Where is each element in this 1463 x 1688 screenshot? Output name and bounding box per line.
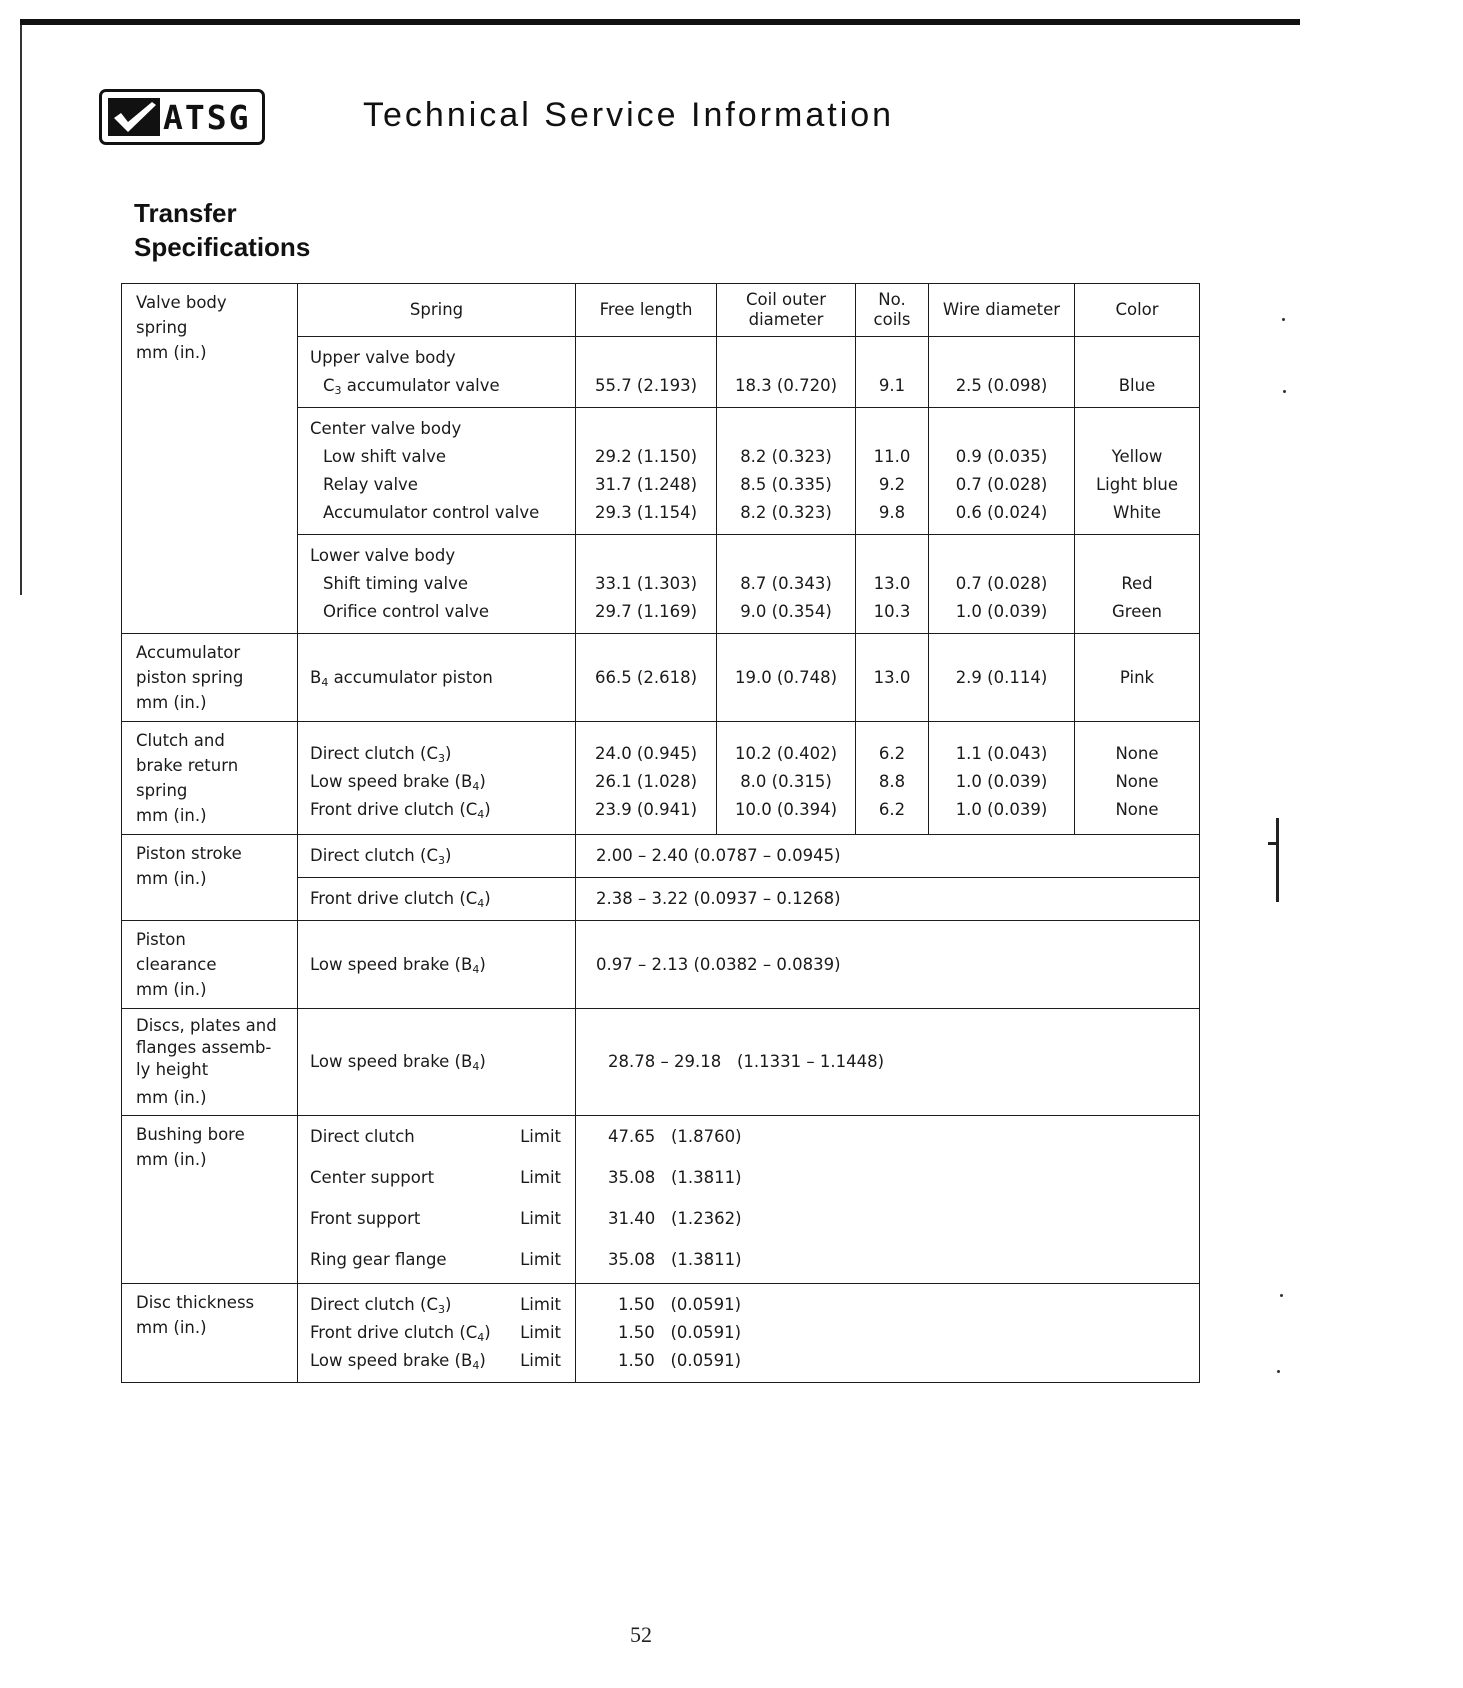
limit-label: Limit xyxy=(520,1323,561,1342)
checkmark-icon xyxy=(108,98,160,136)
table-row xyxy=(122,1284,1200,1383)
document-title: Technical Service Information xyxy=(363,96,895,134)
name-text: Low speed brake (B xyxy=(310,1351,473,1370)
spring-name: Low shift valve xyxy=(323,447,446,466)
spring-name xyxy=(310,842,565,870)
color-cell xyxy=(1075,408,1200,535)
wire-value: 1.0 (0.039) xyxy=(955,800,1048,819)
free-length-cell xyxy=(576,634,717,722)
wire-value: 1.1 (0.043) xyxy=(955,744,1048,763)
free-length-cell xyxy=(576,535,717,634)
spring-cell xyxy=(298,1284,576,1383)
free-length-value: 31.7 (1.248) xyxy=(594,475,698,494)
subscript: 4 xyxy=(472,1060,480,1073)
part-name: Center support xyxy=(310,1168,435,1187)
header-wire-diameter: Wire diameter xyxy=(929,284,1075,337)
category-label-line: mm (in.) xyxy=(136,1150,207,1169)
scan-mark xyxy=(1268,842,1278,845)
scan-speck xyxy=(1280,1294,1283,1297)
coils-cell xyxy=(856,722,929,835)
wire-cell xyxy=(929,634,1075,722)
category-clutch-return xyxy=(122,722,298,835)
subscript: 3 xyxy=(334,384,342,397)
spring-name xyxy=(310,951,565,979)
coils-cell xyxy=(856,408,929,535)
spring-cell xyxy=(298,1116,576,1284)
subscript: 3 xyxy=(437,1303,445,1316)
color-value: Red xyxy=(1121,574,1153,593)
wire-cell xyxy=(929,408,1075,535)
free-length-value: 29.7 (1.169) xyxy=(594,602,698,621)
scan-speck xyxy=(1277,1370,1280,1373)
category-label-line: brake return xyxy=(136,756,239,775)
scan-speck xyxy=(1282,318,1285,321)
header-spring: Spring xyxy=(298,284,576,337)
coils-cell xyxy=(856,535,929,634)
wire-value: 0.6 (0.024) xyxy=(955,503,1048,522)
category-label-line: mm (in.) xyxy=(136,1318,207,1337)
coils-cell xyxy=(856,337,929,408)
range-value: 2.00 – 2.40 (0.0787 – 0.0945) xyxy=(596,846,841,865)
color-value: None xyxy=(1115,744,1159,763)
spring-cell xyxy=(298,337,576,408)
name-text: B xyxy=(310,667,322,687)
category-piston-clearance xyxy=(122,921,298,1009)
name-text: ) xyxy=(444,846,452,865)
header-color: Color xyxy=(1075,284,1200,337)
category-label-line: piston spring xyxy=(136,668,244,687)
coil-value: 8.2 (0.323) xyxy=(740,503,832,522)
category-valve-body xyxy=(122,284,298,634)
table-row xyxy=(122,921,1200,1009)
name-text: Front drive clutch (C xyxy=(310,800,478,819)
spring-name xyxy=(310,796,565,824)
header-coil-outer-diameter xyxy=(717,284,856,337)
category-label-line: mm (in.) xyxy=(136,343,207,362)
limit-value: 31.40 (1.2362) xyxy=(608,1209,742,1228)
part-name: Ring gear flange xyxy=(310,1250,447,1269)
color-value: Blue xyxy=(1118,376,1156,395)
limit-value: 1.50 (0.0591) xyxy=(618,1351,742,1370)
spring-name xyxy=(310,740,565,768)
value-cell xyxy=(576,835,1200,878)
spring-name xyxy=(310,1048,565,1076)
limit-label: Limit xyxy=(520,1250,561,1269)
spring-cell xyxy=(298,535,576,634)
color-cell xyxy=(1075,722,1200,835)
name-text: ) xyxy=(444,1295,452,1314)
spring-name xyxy=(310,885,565,913)
value-cell xyxy=(576,1284,1200,1383)
spring-cell xyxy=(298,921,576,1009)
category-label-line: mm (in.) xyxy=(136,869,207,888)
name-text: ) xyxy=(484,1323,491,1342)
coils-value: 9.8 xyxy=(878,503,906,522)
free-length-value: 55.7 (2.193) xyxy=(594,376,698,395)
coil-cell xyxy=(717,634,856,722)
coils-value: 8.8 xyxy=(878,772,906,791)
value-cell xyxy=(576,1116,1200,1284)
spring-name: Shift timing valve xyxy=(323,574,469,593)
table-row xyxy=(122,722,1200,835)
scan-mark xyxy=(1276,818,1279,902)
coils-value: 11.0 xyxy=(873,447,911,466)
wire-cell xyxy=(929,722,1075,835)
category-label-line: mm (in.) xyxy=(136,806,207,825)
coil-value: 9.0 (0.354) xyxy=(740,602,832,621)
spring-name: Orifice control valve xyxy=(323,602,490,621)
table-row xyxy=(122,1116,1200,1284)
part-name: Front support xyxy=(310,1209,421,1228)
category-label-line: spring xyxy=(136,781,188,800)
coil-value: 8.7 (0.343) xyxy=(740,574,832,593)
subscript: 4 xyxy=(472,1359,480,1372)
limit-label: Limit xyxy=(520,1127,561,1146)
subscript: 4 xyxy=(477,1331,485,1344)
coils-value: 9.2 xyxy=(878,475,906,494)
category-bushing-bore xyxy=(122,1116,298,1284)
category-label-line: Piston xyxy=(136,930,186,949)
header-free-length: Free length xyxy=(576,284,717,337)
subscript: 4 xyxy=(477,808,485,821)
free-length-value: 33.1 (1.303) xyxy=(594,574,698,593)
free-length-cell xyxy=(576,722,717,835)
color-value: None xyxy=(1115,800,1159,819)
table-row xyxy=(122,1009,1200,1116)
limit-value: 47.65 (1.8760) xyxy=(608,1127,742,1146)
range-value: 2.38 – 3.22 (0.0937 – 0.1268) xyxy=(596,889,841,908)
limit-value: 35.08 (1.3811) xyxy=(608,1168,742,1187)
limit-value: 1.50 (0.0591) xyxy=(618,1323,742,1342)
name-text: accumulator valve xyxy=(341,376,500,395)
bushing-row xyxy=(310,1246,565,1276)
category-label-line: flanges assemb- xyxy=(136,1038,272,1057)
wire-cell xyxy=(929,337,1075,408)
name-text: Front drive clutch (C xyxy=(310,1323,478,1342)
category-piston-stroke xyxy=(122,835,298,921)
category-label-line: Clutch and xyxy=(136,731,225,750)
group-title: Lower valve body xyxy=(310,546,456,565)
category-accumulator xyxy=(122,634,298,722)
category-label-line: clearance xyxy=(136,955,217,974)
wire-cell xyxy=(929,535,1075,634)
name-text: C xyxy=(323,376,335,395)
category-label-line: mm (in.) xyxy=(136,1088,207,1107)
limit-value: 35.08 (1.3811) xyxy=(608,1250,742,1269)
disc-row xyxy=(310,1319,565,1347)
header-no-coils-line2: coils xyxy=(873,310,911,329)
group-title: Upper valve body xyxy=(310,348,456,367)
spring-name xyxy=(310,372,565,400)
bushing-row xyxy=(310,1205,565,1246)
subscript: 4 xyxy=(321,675,329,689)
header-no-coils xyxy=(856,284,929,337)
category-label-line: Piston stroke xyxy=(136,844,242,863)
color-value: Green xyxy=(1112,602,1162,621)
category-disc-thickness xyxy=(122,1284,298,1383)
table-row xyxy=(122,634,1200,722)
category-label-line: mm (in.) xyxy=(136,980,207,999)
color-value: Pink xyxy=(1119,667,1155,687)
coils-value: 6.2 xyxy=(878,800,906,819)
coils-value: 10.3 xyxy=(873,602,911,621)
subscript: 4 xyxy=(472,780,480,793)
range-value: 28.78 – 29.18 (1.1331 – 1.1448) xyxy=(608,1052,885,1071)
color-value: White xyxy=(1113,503,1161,522)
coil-value: 8.0 (0.315) xyxy=(740,772,832,791)
spring-cell xyxy=(298,408,576,535)
table-header-row xyxy=(122,284,1200,337)
category-discs-height xyxy=(122,1009,298,1116)
coil-cell xyxy=(717,337,856,408)
coil-value: 8.2 (0.323) xyxy=(740,447,832,466)
bushing-row xyxy=(310,1164,565,1205)
name-text: Direct clutch (C xyxy=(310,1295,438,1314)
wire-value: 0.7 (0.028) xyxy=(955,574,1048,593)
coils-value: 6.2 xyxy=(878,744,906,763)
coil-value: 8.5 (0.335) xyxy=(740,475,832,494)
color-value: Light blue xyxy=(1095,475,1179,494)
color-value: None xyxy=(1115,772,1159,791)
wire-value: 1.0 (0.039) xyxy=(955,602,1048,621)
free-length-cell xyxy=(576,408,717,535)
value-cell xyxy=(576,1009,1200,1116)
free-length-value: 29.3 (1.154) xyxy=(594,503,698,522)
free-length-value: 66.5 (2.618) xyxy=(594,667,698,687)
table-row xyxy=(122,835,1200,878)
name-text: ) xyxy=(479,954,486,974)
coils-value: 13.0 xyxy=(873,574,911,593)
wire-value: 0.9 (0.035) xyxy=(955,447,1048,466)
name-text: Low speed brake (B xyxy=(310,1052,473,1071)
name-text: Direct clutch (C xyxy=(310,846,438,865)
free-length-value: 26.1 (1.028) xyxy=(594,772,698,791)
header-no-coils-line1: No. xyxy=(878,290,906,309)
name-text: Low speed brake (B xyxy=(310,954,473,974)
logo-text: ATSG xyxy=(163,97,251,137)
subscript: 3 xyxy=(437,752,445,765)
name-text: Front drive clutch (C xyxy=(310,889,478,908)
spec-table xyxy=(121,283,1200,1383)
free-length-value: 23.9 (0.941) xyxy=(594,800,698,819)
spring-cell xyxy=(298,835,576,878)
color-value: Yellow xyxy=(1111,447,1163,466)
name-text: accumulator piston xyxy=(328,667,493,687)
color-cell xyxy=(1075,535,1200,634)
wire-value: 2.9 (0.114) xyxy=(955,667,1048,687)
range-value: 0.97 – 2.13 (0.0382 – 0.0839) xyxy=(596,954,841,974)
part-name xyxy=(310,1319,491,1347)
limit-value: 1.50 (0.0591) xyxy=(618,1295,742,1314)
bushing-row xyxy=(310,1123,565,1164)
part-name xyxy=(310,1347,486,1375)
wire-value: 1.0 (0.039) xyxy=(955,772,1048,791)
category-label-line: Disc thickness xyxy=(136,1293,255,1312)
section-title xyxy=(134,196,310,264)
spring-cell xyxy=(298,722,576,835)
color-cell xyxy=(1075,337,1200,408)
value-cell xyxy=(576,878,1200,921)
limit-label: Limit xyxy=(520,1168,561,1187)
limit-label: Limit xyxy=(520,1295,561,1314)
category-label-line: Discs, plates and xyxy=(136,1016,277,1035)
name-text: Direct clutch (C xyxy=(310,744,438,763)
coil-value: 19.0 (0.748) xyxy=(734,667,838,687)
scan-speck xyxy=(1283,390,1286,393)
category-label-line: Valve body xyxy=(136,293,227,312)
atsg-logo xyxy=(99,89,265,145)
spring-cell xyxy=(298,878,576,921)
category-label-line: Bushing bore xyxy=(136,1125,245,1144)
name-text: Low speed brake (B xyxy=(310,772,473,791)
header-coil-outer-line1: Coil outer xyxy=(746,290,826,309)
category-label-line: mm (in.) xyxy=(136,693,207,712)
spring-cell xyxy=(298,634,576,722)
limit-label: Limit xyxy=(520,1209,561,1228)
coils-cell xyxy=(856,634,929,722)
coil-value: 10.0 (0.394) xyxy=(734,800,838,819)
coil-cell xyxy=(717,535,856,634)
coil-value: 18.3 (0.720) xyxy=(734,376,838,395)
group-title: Center valve body xyxy=(310,419,462,438)
category-label-line: Accumulator xyxy=(136,643,241,662)
category-label-line: ly height xyxy=(136,1060,209,1079)
coils-value: 13.0 xyxy=(873,667,911,687)
part-name: Direct clutch xyxy=(310,1127,415,1146)
part-name xyxy=(310,1291,451,1319)
category-label-line: spring xyxy=(136,318,188,337)
spring-name: Accumulator control valve xyxy=(323,503,540,522)
subscript: 3 xyxy=(437,854,445,867)
name-text: ) xyxy=(479,1052,486,1071)
section-title-line1: Transfer xyxy=(134,198,237,228)
name-text: ) xyxy=(444,744,452,763)
free-length-cell xyxy=(576,337,717,408)
header-coil-outer-line2: diameter xyxy=(748,310,824,329)
left-rule xyxy=(20,25,22,595)
spring-name xyxy=(310,664,565,692)
wire-value: 2.5 (0.098) xyxy=(955,376,1048,395)
name-text: ) xyxy=(479,772,486,791)
free-length-value: 24.0 (0.945) xyxy=(594,744,698,763)
subscript: 4 xyxy=(477,897,485,910)
coil-cell xyxy=(717,408,856,535)
wire-value: 0.7 (0.028) xyxy=(955,475,1048,494)
spring-cell xyxy=(298,1009,576,1116)
limit-label: Limit xyxy=(520,1351,561,1370)
disc-row xyxy=(310,1291,565,1319)
value-cell xyxy=(576,921,1200,1009)
coil-value: 10.2 (0.402) xyxy=(734,744,838,763)
spring-name xyxy=(310,768,565,796)
free-length-value: 29.2 (1.150) xyxy=(594,447,698,466)
name-text: ) xyxy=(484,800,491,819)
page-number: 52 xyxy=(630,1622,652,1647)
section-title-line2: Specifications xyxy=(134,232,311,262)
coil-cell xyxy=(717,722,856,835)
coils-value: 9.1 xyxy=(878,376,906,395)
disc-row xyxy=(310,1347,565,1375)
name-text: ) xyxy=(479,1351,486,1370)
color-cell xyxy=(1075,634,1200,722)
subscript: 4 xyxy=(472,962,480,976)
top-rule xyxy=(20,19,1300,25)
name-text: ) xyxy=(484,889,491,908)
spring-name: Relay valve xyxy=(323,475,418,494)
